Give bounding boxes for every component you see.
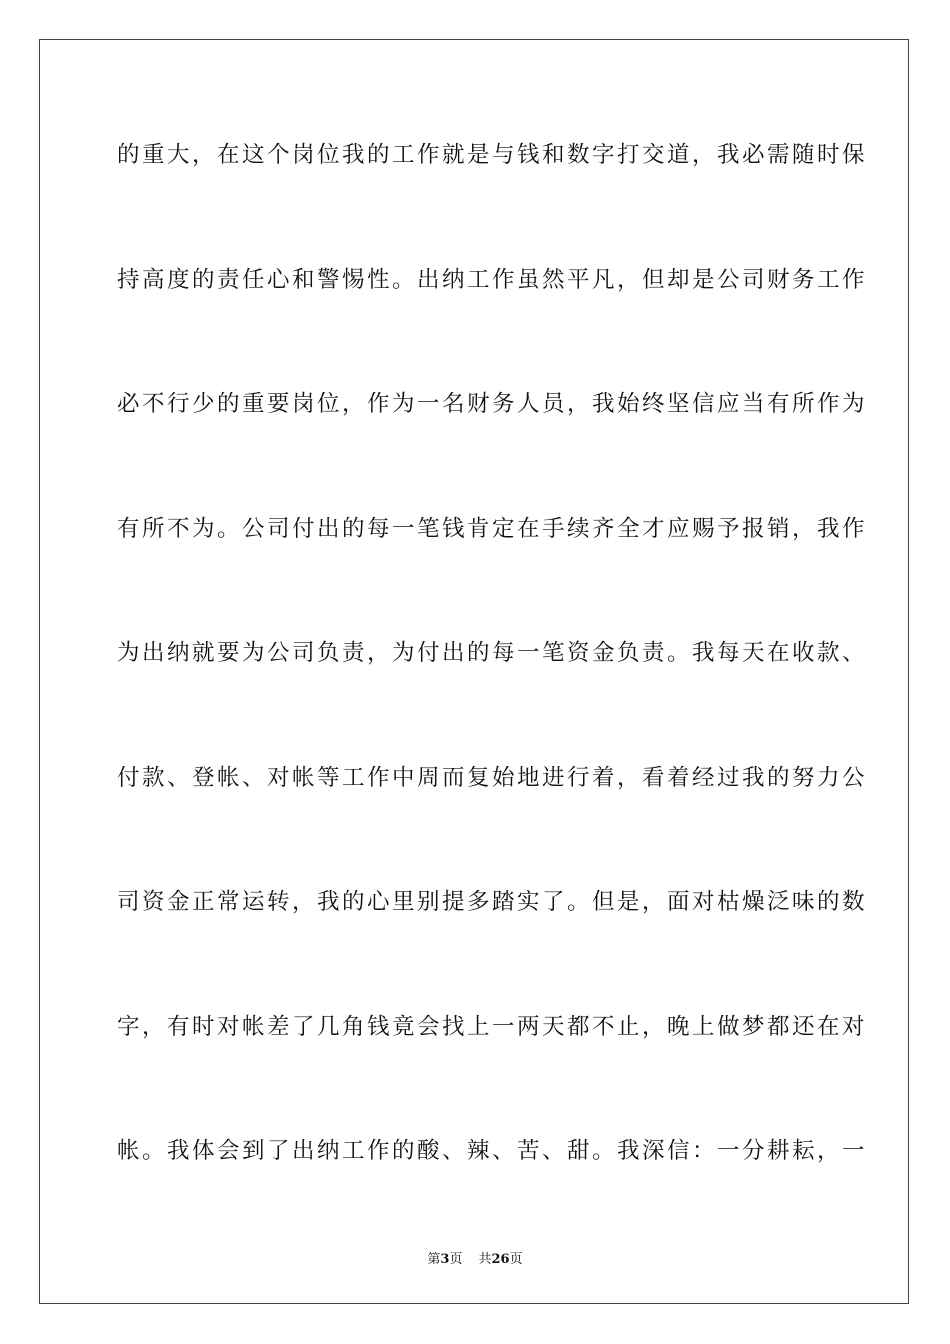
total-prefix: 共 bbox=[478, 1252, 492, 1267]
document-body bbox=[117, 110, 868, 1231]
text-line-4: 有所不为。公司付出的每一笔钱肯定在手续齐全才应赐予报销，我作 bbox=[117, 515, 868, 542]
text-line-6: 付款、登帐、对帐等工作中周而复始地进行着，看着经过我的努力公 bbox=[117, 764, 868, 791]
text-line-3: 必不行少的重要岗位，作为一名财务人员，我始终坚信应当有所作为 bbox=[117, 391, 868, 417]
page-prefix: 第 bbox=[427, 1252, 441, 1267]
page-footer bbox=[0, 1248, 950, 1267]
total-pages: 26 bbox=[491, 1252, 510, 1267]
page-number: 3 bbox=[440, 1252, 450, 1267]
text-line-9: 帐。我体会到了出纳工作的酸、辣、苦、甜。我深信：一分耕耘，一 bbox=[117, 1138, 868, 1164]
text-line-5: 为出纳就要为公司负责，为付出的每一笔资金负责。我每天在收款、 bbox=[117, 640, 868, 666]
text-line-2: 持高度的责任心和警惕性。出纳工作虽然平凡，但却是公司财务工作 bbox=[117, 266, 868, 293]
text-line-8: 字，有时对帐差了几角钱竟会找上一两天都不止，晚上做梦都还在对 bbox=[117, 1013, 868, 1040]
text-line-1: 的重大，在这个岗位我的工作就是与钱和数字打交道，我必需随时保 bbox=[117, 142, 868, 168]
page-suffix: 页 bbox=[449, 1252, 463, 1267]
text-line-7: 司资金正常运转，我的心里别提多踏实了。但是，面对枯燥泛味的数 bbox=[117, 889, 868, 915]
total-suffix: 页 bbox=[509, 1252, 523, 1267]
